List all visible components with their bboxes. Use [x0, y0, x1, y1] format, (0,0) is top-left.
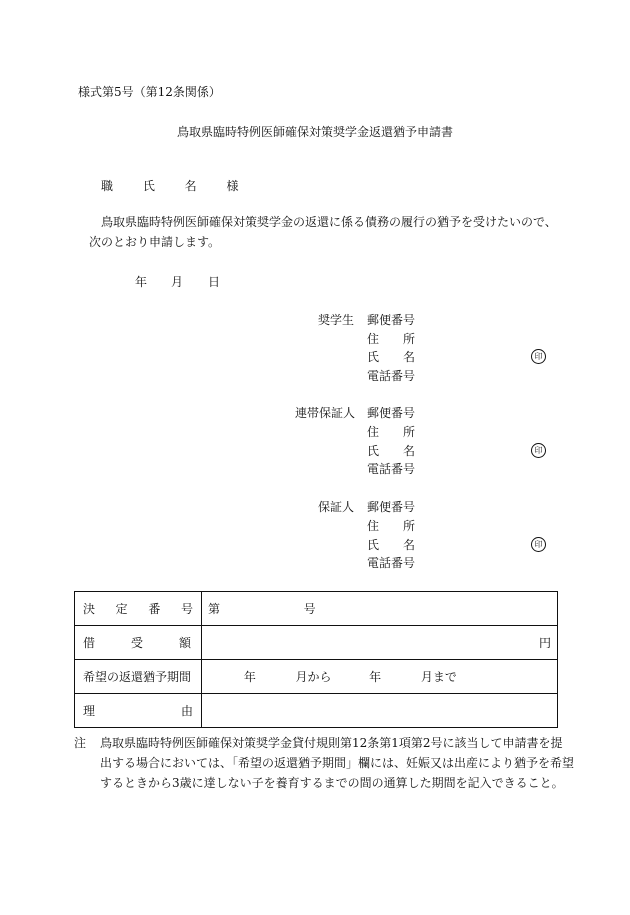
decision-number-field[interactable]	[202, 592, 558, 626]
body-line-1: 鳥取県臨時特例医師確保対策奨学金の返還に係る債務の履行の猶予を受けたいので、	[101, 215, 557, 229]
student-address-label: 住所	[367, 332, 415, 346]
note-mark: 注	[74, 736, 87, 750]
table-row-reason	[75, 694, 558, 728]
joint-postal-label: 郵便番号	[367, 406, 416, 420]
reason-field[interactable]	[202, 694, 558, 728]
deferral-table	[74, 591, 558, 728]
guarantor-name-label: 氏名	[367, 538, 415, 552]
guarantor-address-label: 住所	[367, 519, 415, 533]
joint-address-label: 住所	[367, 425, 415, 439]
table-row-loan-amount	[75, 626, 558, 660]
student-phone-label: 電話番号	[367, 369, 416, 383]
note-line-1: 鳥取県臨時特例医師確保対策奨学金貸付規則第12条第1項第2号に該当して申請書を提	[100, 736, 563, 750]
loan-amount-field[interactable]	[202, 626, 558, 660]
loan-amount-unit: 円	[538, 636, 551, 650]
group-role-joint-guarantor: 連帯保証人	[295, 406, 356, 420]
group-role-student: 奨学生	[318, 313, 355, 327]
joint-phone-label: 電話番号	[367, 462, 416, 476]
decision-number-prefix: 第	[208, 602, 221, 616]
table-row-decision-number	[75, 592, 558, 626]
note-line-3: するときから3歳に達しない子を養育するまでの間の通算した期間を記入できること。	[100, 776, 564, 790]
joint-seal-icon: 印	[531, 443, 546, 458]
form-number: 様式第5号（第12条関係）	[78, 85, 221, 99]
period-from-year: 年	[243, 670, 256, 684]
table-row-deferral-period	[75, 660, 558, 694]
guarantor-postal-label: 郵便番号	[367, 500, 416, 514]
guarantor-phone-label: 電話番号	[367, 556, 416, 570]
period-from-month: 月から	[295, 670, 332, 684]
decision-number-suffix: 号	[303, 602, 316, 616]
decision-number-label: 決定番号	[75, 592, 202, 626]
student-name-label: 氏名	[367, 350, 415, 364]
deferral-period-field[interactable]	[202, 660, 558, 694]
group-role-guarantor: 保証人	[318, 500, 355, 514]
guarantor-seal-icon: 印	[531, 537, 546, 552]
body-line-2: 次のとおり申請します。	[89, 235, 221, 249]
student-seal-icon: 印	[531, 349, 546, 364]
date-month: 月	[171, 275, 184, 289]
joint-name-label: 氏名	[367, 444, 415, 458]
student-postal-label: 郵便番号	[367, 313, 416, 327]
loan-amount-label: 借受額	[75, 626, 202, 660]
note-line-2: 出する場合においては、「希望の返還猶予期間」欄には、妊娠又は出産により猶予を希望	[100, 756, 575, 770]
addressee: 職 氏 名 様	[101, 179, 252, 193]
date-year: 年	[135, 275, 148, 289]
deferral-period-label: 希望の返還猶予期間	[75, 660, 202, 694]
date-day: 日	[208, 275, 221, 289]
form-title: 鳥取県臨時特例医師確保対策奨学金返還猶予申請書	[176, 125, 453, 139]
period-to-year: 年	[369, 670, 382, 684]
period-to-month: 月まで	[420, 670, 457, 684]
reason-label: 理由	[75, 694, 202, 728]
